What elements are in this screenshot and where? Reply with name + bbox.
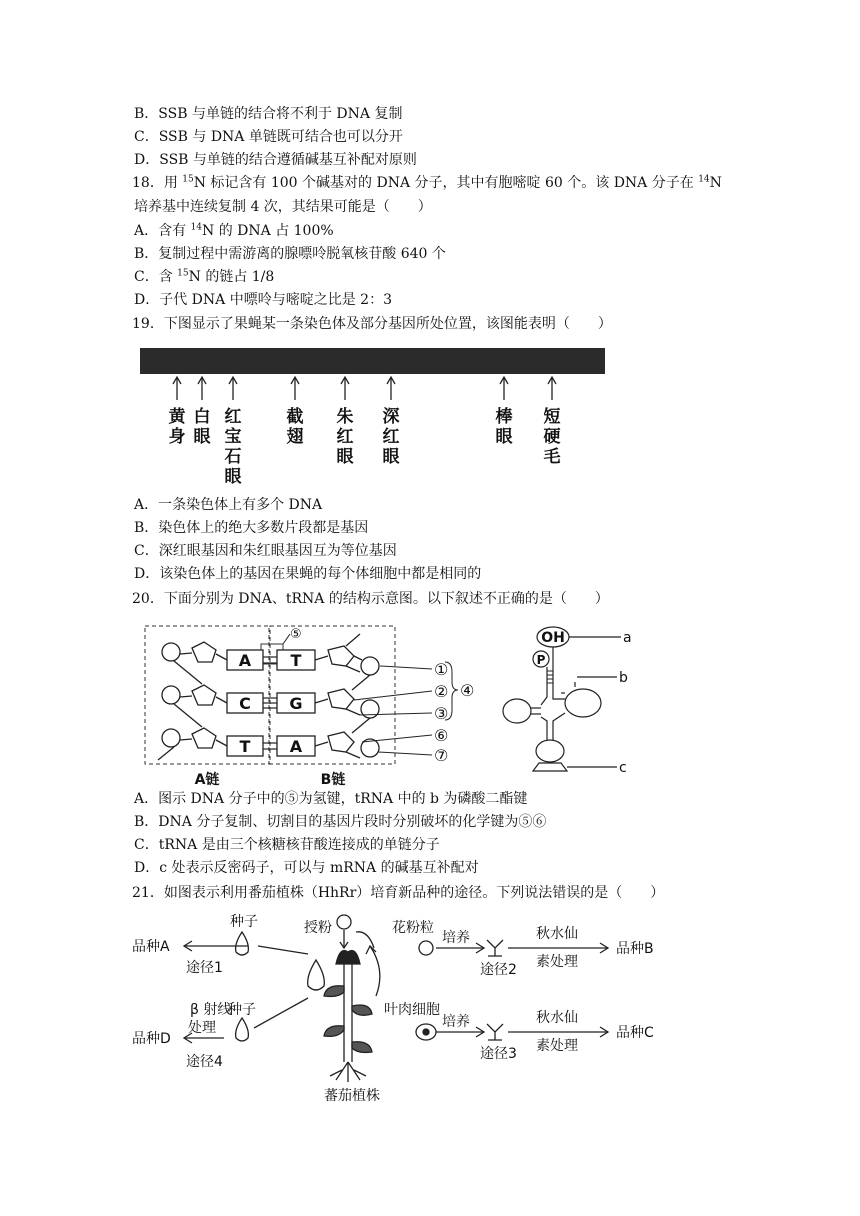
- mark-5: ⑤: [290, 627, 302, 642]
- label-variety-b: 品种B: [616, 941, 654, 957]
- gene-marker-0: [169, 377, 187, 447]
- trna-d-loop: [503, 699, 531, 723]
- trna-body: [541, 687, 565, 733]
- chain-b-backbone: [315, 634, 379, 758]
- base-b2: G: [289, 694, 303, 713]
- mark-4: ④: [460, 681, 475, 700]
- label-beta-ray-2: 处理: [188, 1020, 216, 1036]
- gene-label-char: 眼: [336, 447, 354, 467]
- chromosome-bar: [140, 348, 605, 374]
- label-path3: 途径3: [480, 1046, 517, 1062]
- leaf-2: [352, 1005, 372, 1015]
- sugar-b1: [328, 646, 354, 666]
- gene-label-char: 宝: [224, 427, 242, 447]
- seed-bottom: [236, 1018, 249, 1041]
- gene-label-char: 眼: [382, 447, 400, 467]
- gene-label-char: 石: [224, 447, 242, 467]
- label-culture-3: 培养: [442, 1014, 470, 1030]
- gene-label-char: 深: [382, 407, 400, 427]
- q17-option-b: B．SSB 与单链的结合将不利于 DNA 复制: [134, 106, 403, 122]
- base-a2: C: [239, 694, 251, 713]
- gene-label-char: 眼: [193, 427, 211, 447]
- roots: [330, 1062, 366, 1082]
- q18-option-b: B．复制过程中需游离的腺嘌呤脱氧核苷酸 640 个: [134, 246, 446, 262]
- q18-option-c: C．含 $^{15}$N 的链占 1/8: [134, 268, 275, 285]
- q20-option-a: A．图示 DNA 分子中的⑤为氢键，tRNA 中的 b 为磷酸二酯键: [134, 791, 528, 807]
- q20-option-b: B．DNA 分子复制、切割目的基因片段时分别破坏的化学键为⑤⑥: [134, 814, 547, 830]
- q18-stem: 18．用 $^{15}$N 标记含有 100 个碱基对的 DNA 分子，其中有胞嘧啶 60 个。该 DNA 分子在 $^{14}$N: [132, 174, 722, 191]
- culture-icon-2: [487, 940, 503, 956]
- base-b1: T: [290, 651, 302, 670]
- q19-stem: 19．下图显示了果蝇某一条染色体及部分基因所处位置，该图能表明（ ）: [132, 316, 612, 332]
- trna-label-b: b: [619, 670, 628, 686]
- label-plant: 蕃茄植株: [324, 1088, 380, 1104]
- label-beta-ray-1: β 射线: [190, 1002, 232, 1018]
- label-path2: 途径2: [480, 962, 517, 978]
- seed-center: [308, 960, 325, 990]
- sugar-a2: [192, 685, 216, 705]
- trna-oh-label: OH: [541, 630, 565, 646]
- gene-marker-7: [544, 377, 561, 467]
- trna-anticodon-loop: [536, 740, 564, 762]
- gene-label-char: 眼: [224, 467, 242, 487]
- label-variety-c: 品种C: [616, 1025, 654, 1041]
- sugar-b3: [328, 732, 354, 752]
- pollen-grain-icon: [419, 941, 433, 955]
- phosphate-a2: [162, 686, 180, 704]
- trna-structure-diagram: [495, 625, 635, 780]
- phosphate-a3: [162, 729, 180, 747]
- sugar-b2: [328, 689, 354, 709]
- gene-label-char: 短: [543, 407, 561, 427]
- gene-label-char: 白: [193, 407, 211, 427]
- seed-top: [236, 932, 249, 955]
- label-colchicine-2a: 秋水仙: [536, 1010, 578, 1026]
- leaf-4: [352, 1042, 372, 1053]
- flower: [336, 951, 360, 965]
- label-seed-bottom: 种子: [228, 1002, 256, 1018]
- anticodon: [533, 763, 567, 771]
- label-variety-d: 品种D: [132, 1031, 171, 1047]
- gene-label-char: 黄: [168, 407, 186, 427]
- gene-marker-6: [495, 377, 513, 447]
- leaf-3: [324, 1026, 344, 1037]
- gene-label-char: 毛: [543, 447, 561, 467]
- trna-p-label: P: [536, 653, 546, 667]
- mark-3: ③: [434, 704, 449, 723]
- q20-option-d: D．c 处表示反密码子，可以与 mRNA 的碱基互补配对: [134, 860, 479, 876]
- gene-label-char: 翅: [286, 427, 304, 447]
- leaf-1: [324, 986, 344, 997]
- q17-option-c: C．SSB 与 DNA 单链既可结合也可以分开: [134, 129, 403, 145]
- culture-icon-3: [487, 1024, 503, 1040]
- gene-marker-3: [287, 377, 304, 447]
- gene-label-char: 眼: [495, 427, 513, 447]
- breeding-pathway-diagram: [130, 910, 690, 1105]
- gene-marker-4: [337, 377, 354, 467]
- q17-option-d: D．SSB 与单链的结合遵循碱基互补配对原则: [134, 152, 417, 168]
- q21-stem: 21．如图表示利用番茄植株（HhRr）培育新品种的途径。下列说法错误的是（ ）: [132, 885, 665, 901]
- label-colchicine-2b: 素处理: [536, 1038, 578, 1054]
- q19-option-d: D．该染色体上的基因在果蝇的每个体细胞中都是相同的: [134, 566, 482, 582]
- label-path4: 途径4: [186, 1054, 223, 1070]
- q19-option-c: C．深红眼基因和朱红眼基因互为等位基因: [134, 543, 397, 559]
- chain-a-label: A链: [194, 772, 220, 788]
- gene-label-char: 朱: [336, 407, 354, 427]
- label-culture-2: 培养: [442, 930, 470, 946]
- dna-structure-diagram: [140, 620, 490, 790]
- q20-stem: 20．下面分别为 DNA、tRNA 的结构示意图。以下叙述不正确的是（ ）: [132, 591, 609, 607]
- q18-option-d: D．子代 DNA 中嘌呤与嘧啶之比是 2：3: [134, 292, 392, 308]
- label-pollen: 花粉粒: [392, 920, 434, 936]
- gene-label-char: 截: [286, 407, 304, 427]
- gene-label-char: 硬: [543, 427, 561, 447]
- q18-stem-line2: 培养基中连续复制 4 次，其结果可能是（ ）: [134, 199, 432, 215]
- phosphate-a1: [162, 643, 180, 661]
- label-colchicine-1a: 秋水仙: [536, 926, 578, 942]
- q20-option-c: C．tRNA 是由三个核糖核苷酸连接成的单链分子: [134, 837, 440, 853]
- base-a1: A: [238, 651, 252, 670]
- sugar-a1: [192, 642, 216, 662]
- gene-label-char: 红: [336, 427, 354, 447]
- base-a3: T: [239, 737, 251, 756]
- base-b3: A: [289, 737, 303, 756]
- pollen-icon: [337, 915, 351, 929]
- trna-label-a: a: [623, 630, 632, 646]
- gene-label-char: 棒: [495, 407, 513, 427]
- gene-label-char: 身: [168, 427, 186, 447]
- sugar-a3: [192, 728, 216, 748]
- phosphate-b1: [361, 657, 379, 675]
- gene-marker-2: [225, 377, 242, 487]
- label-path1: 途径1: [186, 960, 223, 976]
- label-seed-top: 种子: [230, 914, 258, 930]
- gene-marker-5: [383, 377, 400, 467]
- trna-t-loop: [565, 689, 601, 717]
- label-mesophyll: 叶肉细胞: [384, 1002, 440, 1018]
- mark-1: ①: [434, 660, 449, 679]
- q18-option-a: A．含有 $^{14}$N 的 DNA 占 100%: [134, 222, 334, 239]
- label-colchicine-1b: 素处理: [536, 954, 578, 970]
- chromosome-diagram: [140, 348, 605, 488]
- gene-label-char: 红: [382, 427, 400, 447]
- label-pollination: 授粉: [304, 920, 332, 936]
- label-variety-a: 品种A: [132, 939, 170, 955]
- mark-6: ⑥: [434, 726, 449, 745]
- trna-label-c: c: [619, 760, 627, 776]
- chain-b-label: B链: [320, 772, 346, 788]
- mark-7: ⑦: [434, 746, 449, 765]
- gene-label-char: 红: [224, 407, 242, 427]
- gene-marker-1: [194, 377, 211, 447]
- q19-option-b: B．染色体上的绝大多数片段都是基因: [134, 520, 369, 536]
- mark-2: ②: [434, 682, 449, 701]
- chain-a-backbone: [158, 642, 227, 760]
- q19-option-a: A．一条染色体上有多个 DNA: [134, 497, 323, 513]
